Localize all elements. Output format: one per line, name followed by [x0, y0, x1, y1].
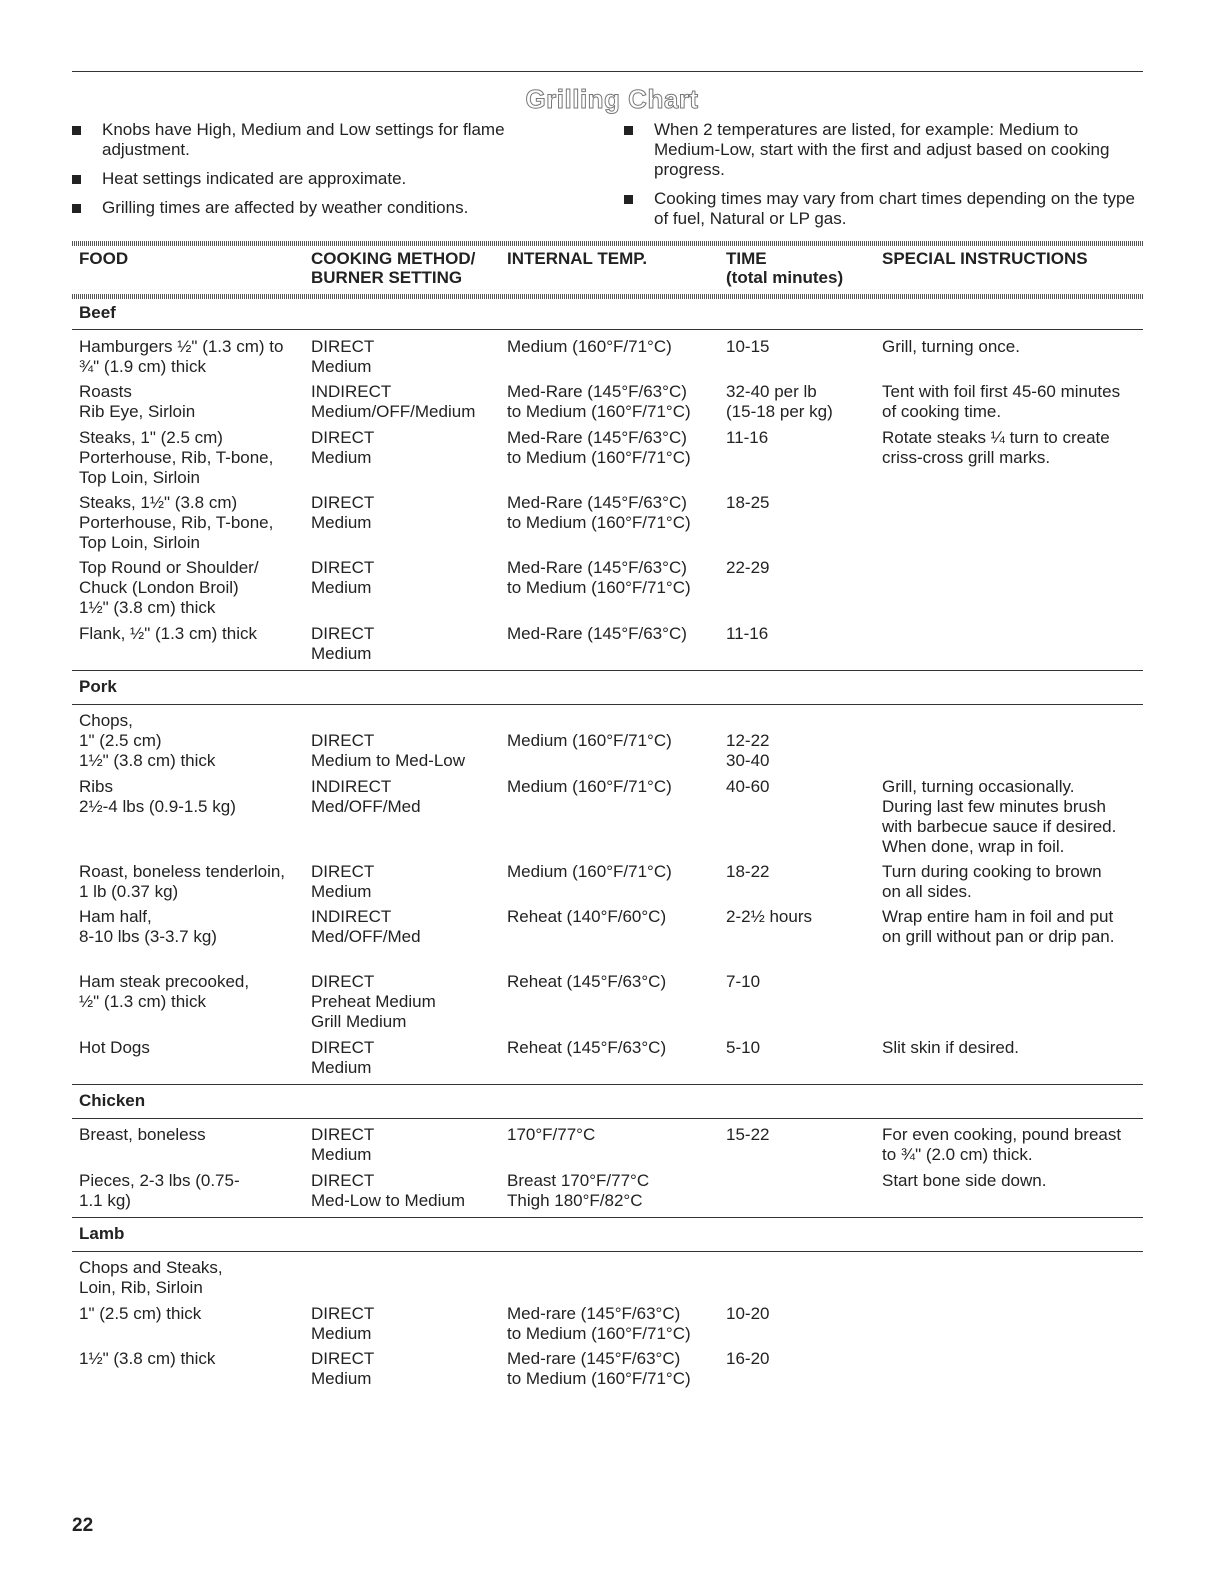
cell-time: 10-20: [726, 1304, 770, 1323]
cell-food: Ham steak precooked, ½" (1.3 cm) thick: [79, 972, 250, 1011]
section-end-rule: [72, 670, 1143, 671]
cell-food: Roast, boneless tenderloin, 1 lb (0.37 kg): [79, 862, 286, 901]
cell-method: DIRECT Medium: [311, 1304, 375, 1343]
cell-method: INDIRECT Med/OFF/Med: [311, 777, 421, 816]
cell-method: INDIRECT Medium/OFF/Medium: [311, 382, 476, 421]
header-divider-top: [72, 241, 1143, 246]
page-number: 22: [72, 1515, 94, 1536]
header-method: COOKING METHOD/ BURNER SETTING: [311, 249, 476, 287]
cell-temp: Med-Rare (145°F/63°C): [507, 624, 687, 643]
cell-temp: Med-Rare (145°F/63°C) to Medium (160°F/71°C): [507, 493, 691, 532]
cell-food: Ham half, 8-10 lbs (3-3.7 kg): [79, 907, 217, 946]
header-divider-bottom: [72, 294, 1143, 299]
header-special: SPECIAL INSTRUCTIONS: [882, 249, 1088, 268]
cell-method: DIRECT Medium: [311, 624, 375, 663]
cell-time: 16-20: [726, 1349, 770, 1368]
cell-special: Slit skin if desired.: [882, 1038, 1019, 1057]
section-label-beef: Beef: [79, 303, 116, 322]
cell-method: DIRECT Preheat Medium Grill Medium: [311, 972, 436, 1031]
header-time: TIME (total minutes): [726, 249, 844, 287]
cell-temp: Medium (160°F/71°C): [507, 862, 672, 881]
cell-temp: Medium (160°F/71°C): [507, 337, 672, 356]
cell-temp: Reheat (145°F/63°C): [507, 1038, 667, 1057]
table-header: [0, 249, 1224, 293]
cell-method: DIRECT Medium: [311, 493, 375, 532]
bullet-item: [624, 189, 1144, 229]
cell-time: 2-2½ hours: [726, 907, 812, 926]
header-food: FOOD: [79, 249, 129, 268]
cell-method: DIRECT Medium: [311, 337, 375, 376]
section-label-chicken: Chicken: [79, 1091, 146, 1110]
cell-temp: Med-Rare (145°F/63°C) to Medium (160°F/71°C): [507, 558, 691, 597]
cell-method: DIRECT Medium to Med-Low: [311, 731, 466, 770]
cell-food: Flank, ½" (1.3 cm) thick: [79, 624, 257, 643]
cell-time: 40-60: [726, 777, 770, 796]
cell-temp: Med-Rare (145°F/63°C) to Medium (160°F/71°C): [507, 382, 691, 421]
cell-food: Pieces, 2-3 lbs (0.75- 1.1 kg): [79, 1171, 240, 1210]
cell-special: Grill, turning occasionally. During last few minutes brush with barbecue sauce if desired. When done, wrap in foil.: [882, 777, 1117, 856]
cell-time: 22-29: [726, 558, 770, 577]
cell-temp: Med-rare (145°F/63°C) to Medium (160°F/71°C): [507, 1304, 691, 1343]
cell-special: Tent with foil first 45-60 minutes of cooking time.: [882, 382, 1121, 421]
bullets-left: [72, 120, 542, 227]
cell-special: Grill, turning once.: [882, 337, 1020, 356]
cell-time: 15-22: [726, 1125, 770, 1144]
bullet-text: Heat settings indicated are approximate.: [102, 169, 407, 188]
cell-temp: Medium (160°F/71°C): [507, 777, 672, 796]
top-rule: [72, 71, 1143, 72]
cell-time: 10-15: [726, 337, 770, 356]
bullet-item: [72, 198, 542, 218]
section-label-lamb: Lamb: [79, 1224, 125, 1243]
page-title: Grilling Chart: [525, 84, 699, 114]
cell-time: 18-22: [726, 862, 770, 881]
bullet-text: Grilling times are affected by weather conditions.: [102, 198, 469, 217]
cell-food: 1½" (3.8 cm) thick: [79, 1349, 216, 1368]
cell-time: 11-16: [726, 428, 769, 447]
header-temp: INTERNAL TEMP.: [507, 249, 648, 268]
cell-food: Chops and Steaks, Loin, Rib, Sirloin: [79, 1258, 223, 1297]
cell-temp: Reheat (145°F/63°C): [507, 972, 667, 991]
bullet-square-icon: [72, 126, 81, 135]
cell-food: Steaks, 1½" (3.8 cm) Porterhouse, Rib, T-bone, Top Loin, Sirloin: [79, 493, 274, 552]
cell-special: For even cooking, pound breast to ¾" (2.0 cm) thick.: [882, 1125, 1122, 1164]
section-rule: [72, 329, 1143, 330]
cell-temp: 170°F/77°C: [507, 1125, 596, 1144]
cell-temp: Med-rare (145°F/63°C) to Medium (160°F/71°C): [507, 1349, 691, 1388]
cell-time: 7-10: [726, 972, 761, 991]
cell-special: Start bone side down.: [882, 1171, 1047, 1190]
cell-temp: Breast 170°F/77°C Thigh 180°F/82°C: [507, 1171, 650, 1210]
cell-food: Hamburgers ½" (1.3 cm) to ¾" (1.9 cm) thick: [79, 337, 284, 376]
cell-food: Steaks, 1" (2.5 cm) Porterhouse, Rib, T-bone, Top Loin, Sirloin: [79, 428, 274, 487]
cell-food: Ribs 2½-4 lbs (0.9-1.5 kg): [79, 777, 236, 816]
cell-food: Chops, 1" (2.5 cm) 1½" (3.8 cm) thick: [79, 711, 216, 770]
cell-time: 5-10: [726, 1038, 761, 1057]
cell-method: DIRECT Med-Low to Medium: [311, 1171, 466, 1210]
bullet-text: When 2 temperatures are listed, for example: Medium to Medium-Low, start with the first and adjust based on cooking progress.: [654, 120, 1110, 179]
cell-temp: Med-Rare (145°F/63°C) to Medium (160°F/71°C): [507, 428, 691, 467]
bullet-text: Cooking times may vary from chart times depending on the type of fuel, Natural or LP gas.: [654, 189, 1135, 228]
cell-method: DIRECT Medium: [311, 1038, 375, 1077]
bullet-square-icon: [72, 204, 81, 213]
section-rule: [72, 1118, 1143, 1119]
bullet-item: [624, 120, 1144, 180]
bullet-item: [72, 120, 542, 160]
section-end-rule: [72, 1084, 1143, 1085]
cell-food: Hot Dogs: [79, 1038, 150, 1057]
section-end-rule: [72, 1217, 1143, 1218]
cell-method: INDIRECT Med/OFF/Med: [311, 907, 421, 946]
cell-method: DIRECT Medium: [311, 1125, 375, 1164]
cell-time: 32-40 per lb (15-18 per kg): [726, 382, 833, 421]
cell-food: 1" (2.5 cm) thick: [79, 1304, 202, 1323]
cell-special: Wrap entire ham in foil and put on grill without pan or drip pan.: [882, 907, 1115, 946]
cell-food: Top Round or Shoulder/ Chuck (London Broil) 1½" (3.8 cm) thick: [79, 558, 259, 617]
cell-method: DIRECT Medium: [311, 428, 375, 467]
section-rule: [72, 1251, 1143, 1252]
bullet-text: Knobs have High, Medium and Low settings for flame adjustment.: [102, 120, 505, 159]
cell-time: 18-25: [726, 493, 770, 512]
cell-temp: Reheat (140°F/60°C): [507, 907, 667, 926]
section-rule: [72, 704, 1143, 705]
bullet-square-icon: [72, 175, 81, 184]
cell-special: Turn during cooking to brown on all sides.: [882, 862, 1102, 901]
cell-time: 12-22 30-40: [726, 731, 770, 770]
section-label-pork: Pork: [79, 677, 117, 696]
cell-method: DIRECT Medium: [311, 1349, 375, 1388]
cell-food: Roasts Rib Eye, Sirloin: [79, 382, 196, 421]
cell-method: DIRECT Medium: [311, 558, 375, 597]
cell-food: Breast, boneless: [79, 1125, 206, 1144]
cell-time: 11-16: [726, 624, 769, 643]
bullet-square-icon: [624, 195, 633, 204]
bullet-item: [72, 169, 542, 189]
cell-special: Rotate steaks ¼ turn to create criss-cross grill marks.: [882, 428, 1110, 467]
bullets-right: [624, 120, 1144, 238]
cell-temp: Medium (160°F/71°C): [507, 731, 672, 750]
bullet-square-icon: [624, 126, 633, 135]
cell-method: DIRECT Medium: [311, 862, 375, 901]
